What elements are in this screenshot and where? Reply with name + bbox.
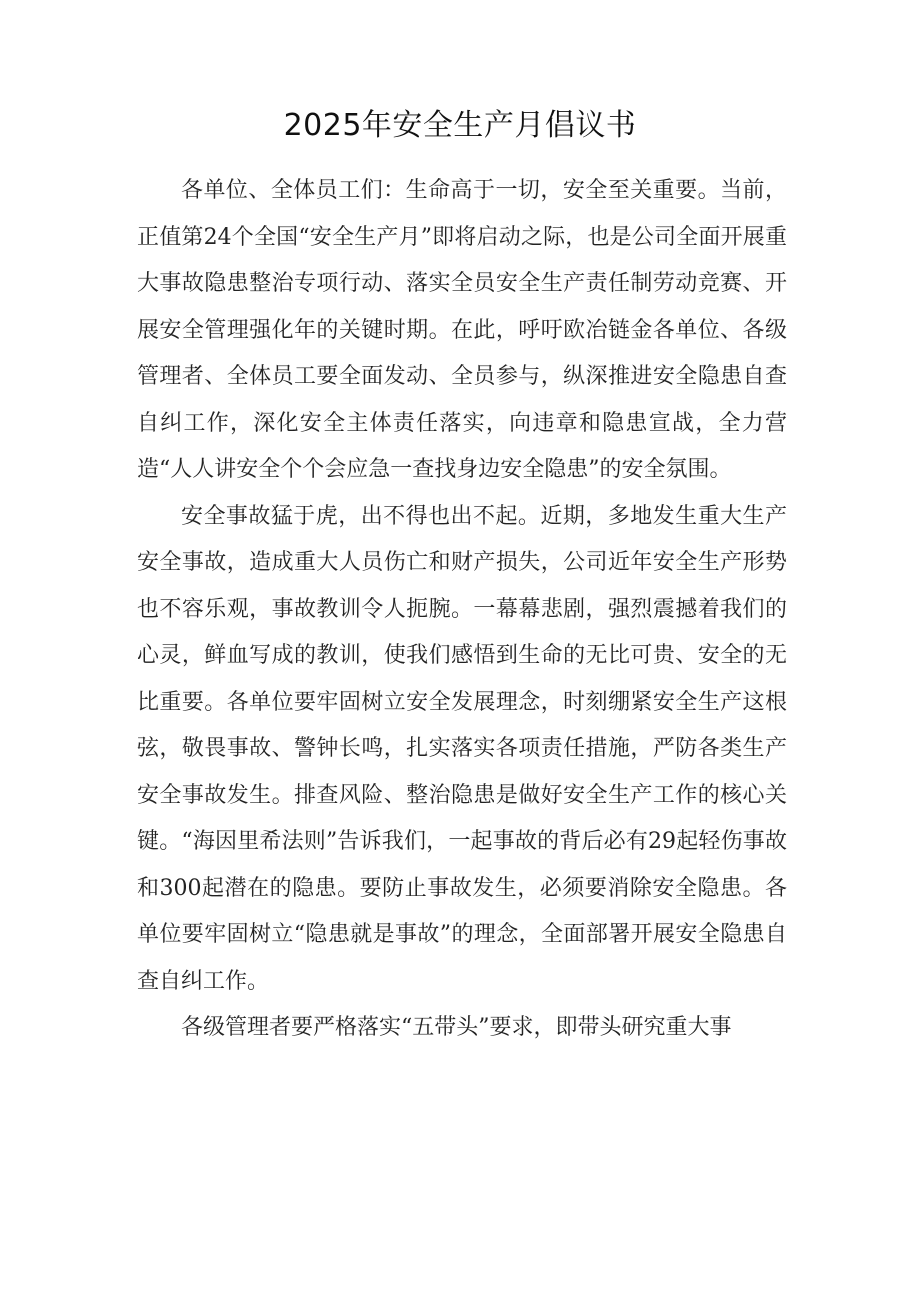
document-title: 2025年安全生产月倡议书 [283, 108, 637, 143]
document-body [137, 168, 787, 1052]
paragraph-2: 安全事故猛于虎，出不得也出不起。近期，多地发生重大生产安全事故，造成重大人员伤亡和财产损失，公司近年安全生产形势也不容乐观，事故教训令人扼腕。一幕幕悲剧，强烈震撼着我们的心灵，鲜血写成的教训，使我们感悟到生命的无比可贵、安全的无比重要。各单位要牢固树立安全发展理念，时刻绷紧安全生产这根弦，敬畏事故、警钟长鸣，扎实落实各项责任措施，严防各类生产安全事故发生。排查风险、整治隐患是做好安全生产工作的核心关键。“海因里希法则”告诉我们，一起事故的背后必有29起轻伤事故和300起潜在的隐患。要防止事故发生，必须要消除安全隐患。各单位要牢固树立“隐患就是事故”的理念，全面部署开展安全隐患自查自纠工作。 [137, 503, 787, 994]
paragraph-3: 各级管理者要严格落实“五带头”要求，即带头研究重大事 [181, 1015, 732, 1040]
paragraph-1: 各单位、全体员工们：生命高于一切，安全至关重要。当前，正值第24个全国“安全生产月”即将启动之际，也是公司全面开展重大事故隐患整治专项行动、落实全员安全生产责任制劳动竞赛、开展安全管理强化年的关键时期。在此，呼吁欧冶链金各单位、各级管理者、全体员工要全面发动、全员参与，纵深推进安全隐患自查自纠工作，深化安全主体责任落实，向违章和隐患宣战，全力营造“人人讲安全个个会应急一查找身边安全隐患”的安全氛围。 [137, 178, 787, 482]
